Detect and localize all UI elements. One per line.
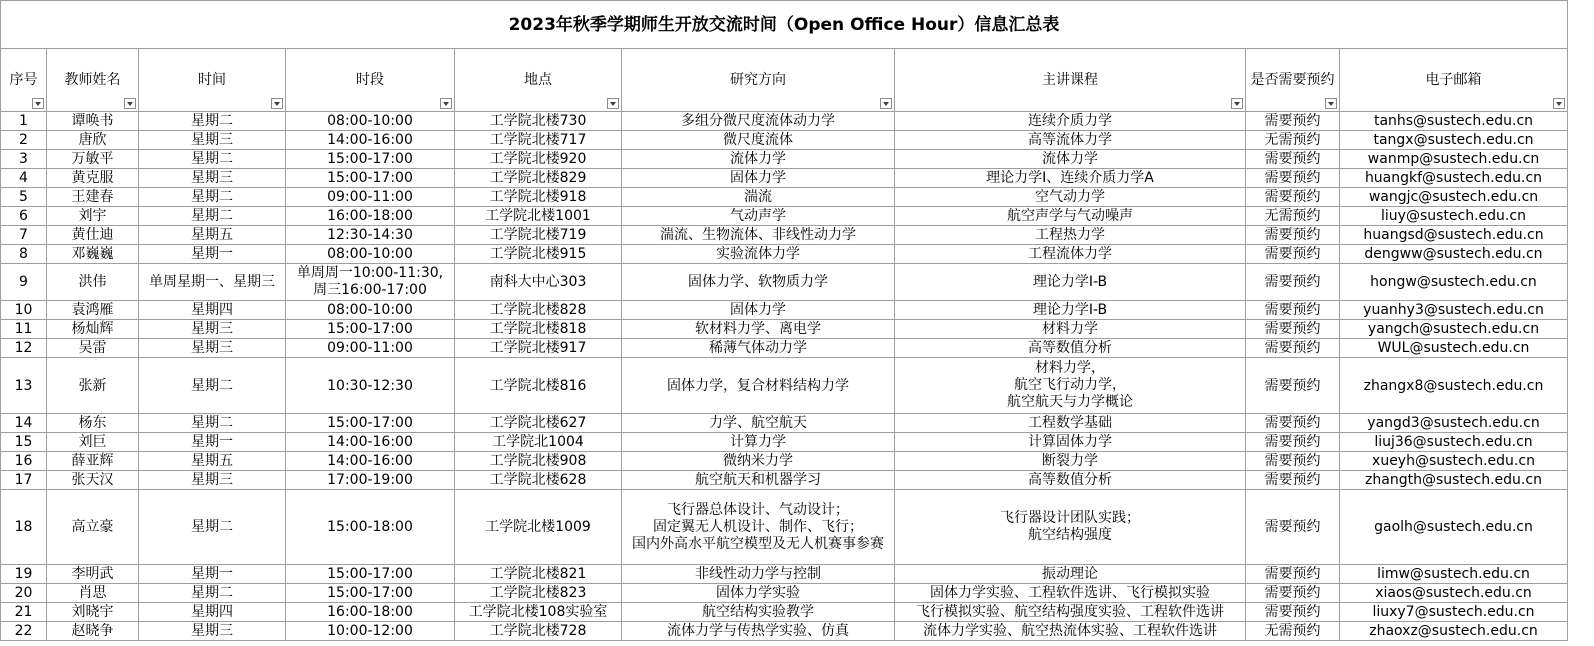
cell-time-slot[interactable]: 15:00-18:00 bbox=[286, 490, 455, 565]
filter-dropdown-icon[interactable] bbox=[440, 98, 452, 109]
cell-day[interactable]: 星期三 bbox=[139, 131, 286, 150]
cell-day[interactable]: 星期五 bbox=[139, 226, 286, 245]
cell-location[interactable]: 工学院北楼728 bbox=[455, 622, 622, 641]
cell-courses[interactable]: 材料力学， 航空飞行动力学， 航空航天与力学概论 bbox=[895, 358, 1246, 414]
cell-research[interactable]: 实验流体力学 bbox=[622, 245, 895, 264]
cell-research[interactable]: 计算力学 bbox=[622, 433, 895, 452]
cell-email[interactable]: tangx@sustech.edu.cn bbox=[1340, 131, 1568, 150]
cell-email[interactable]: zhangx8@sustech.edu.cn bbox=[1340, 358, 1568, 414]
cell-time-slot[interactable]: 15:00-17:00 bbox=[286, 320, 455, 339]
cell-research[interactable]: 微尺度流体 bbox=[622, 131, 895, 150]
header-location bbox=[455, 49, 622, 112]
cell-day[interactable]: 星期二 bbox=[139, 188, 286, 207]
cell-index[interactable]: 13 bbox=[1, 358, 47, 414]
cell-time-slot[interactable]: 14:00-16:00 bbox=[286, 131, 455, 150]
cell-courses[interactable]: 理论力学I-B bbox=[895, 301, 1246, 320]
header-appointment bbox=[1246, 49, 1340, 112]
cell-appointment[interactable]: 需要预约 bbox=[1246, 414, 1340, 433]
cell-appointment[interactable]: 无需预约 bbox=[1246, 207, 1340, 226]
cell-time-slot[interactable]: 单周周一10:00-11:30, 周三16:00-17:00 bbox=[286, 264, 455, 301]
cell-research[interactable]: 非线性动力学与控制 bbox=[622, 565, 895, 584]
cell-appointment[interactable]: 需要预约 bbox=[1246, 358, 1340, 414]
header-teacher bbox=[47, 49, 139, 112]
cell-teacher[interactable]: 高立豪 bbox=[47, 490, 139, 565]
cell-teacher[interactable]: 薛亚辉 bbox=[47, 452, 139, 471]
cell-teacher[interactable]: 谭唤书 bbox=[47, 112, 139, 131]
cell-appointment[interactable]: 需要预约 bbox=[1246, 169, 1340, 188]
cell-location[interactable]: 工学院北楼828 bbox=[455, 301, 622, 320]
cell-research[interactable]: 飞行器总体设计、气动设计； 固定翼无人机设计、制作、飞行； 国内外高水平航空模型及无人机赛事参赛 bbox=[622, 490, 895, 565]
cell-research[interactable]: 航空结构实验教学 bbox=[622, 603, 895, 622]
filter-dropdown-icon[interactable] bbox=[607, 98, 619, 109]
cell-location[interactable]: 工学院北楼628 bbox=[455, 471, 622, 490]
cell-appointment[interactable]: 需要预约 bbox=[1246, 433, 1340, 452]
cell-appointment[interactable]: 需要预约 bbox=[1246, 245, 1340, 264]
cell-day[interactable]: 星期三 bbox=[139, 320, 286, 339]
cell-research[interactable]: 固体力学、软物质力学 bbox=[622, 264, 895, 301]
cell-teacher[interactable]: 肖思 bbox=[47, 584, 139, 603]
cell-appointment[interactable]: 需要预约 bbox=[1246, 150, 1340, 169]
header-time-slot bbox=[286, 49, 455, 112]
cell-day[interactable]: 星期三 bbox=[139, 471, 286, 490]
table-row bbox=[1, 471, 1568, 490]
cell-day[interactable]: 星期二 bbox=[139, 150, 286, 169]
cell-courses[interactable]: 飞行器设计团队实践； 航空结构强度 bbox=[895, 490, 1246, 565]
filter-dropdown-icon[interactable] bbox=[1553, 98, 1565, 109]
cell-appointment[interactable]: 需要预约 bbox=[1246, 603, 1340, 622]
cell-index[interactable]: 4 bbox=[1, 169, 47, 188]
cell-teacher[interactable]: 王建春 bbox=[47, 188, 139, 207]
cell-courses[interactable]: 固体力学实验、工程软件选讲、飞行模拟实验 bbox=[895, 584, 1246, 603]
cell-day[interactable]: 星期三 bbox=[139, 169, 286, 188]
header-label: 是否需要预约 bbox=[1250, 72, 1335, 88]
cell-email[interactable]: yuanhy3@sustech.edu.cn bbox=[1340, 301, 1568, 320]
cell-time-slot[interactable]: 16:00-18:00 bbox=[286, 603, 455, 622]
cell-appointment[interactable]: 需要预约 bbox=[1246, 452, 1340, 471]
cell-email[interactable]: xueyh@sustech.edu.cn bbox=[1340, 452, 1568, 471]
cell-email[interactable]: WUL@sustech.edu.cn bbox=[1340, 339, 1568, 358]
cell-day[interactable]: 星期一 bbox=[139, 565, 286, 584]
table-row bbox=[1, 452, 1568, 471]
header-research bbox=[622, 49, 895, 112]
cell-research[interactable]: 软材料力学、离电学 bbox=[622, 320, 895, 339]
cell-day[interactable]: 星期一 bbox=[139, 245, 286, 264]
cell-day[interactable]: 星期二 bbox=[139, 112, 286, 131]
cell-courses[interactable]: 高等数值分析 bbox=[895, 471, 1246, 490]
cell-time-slot[interactable]: 14:00-16:00 bbox=[286, 433, 455, 452]
cell-courses[interactable]: 空气动力学 bbox=[895, 188, 1246, 207]
cell-courses[interactable]: 材料力学 bbox=[895, 320, 1246, 339]
cell-teacher[interactable]: 杨东 bbox=[47, 414, 139, 433]
cell-index[interactable]: 6 bbox=[1, 207, 47, 226]
cell-research[interactable]: 稀薄气体动力学 bbox=[622, 339, 895, 358]
cell-location[interactable]: 工学院北楼823 bbox=[455, 584, 622, 603]
cell-index[interactable]: 15 bbox=[1, 433, 47, 452]
cell-index[interactable]: 11 bbox=[1, 320, 47, 339]
cell-time-slot[interactable]: 09:00-11:00 bbox=[286, 188, 455, 207]
cell-teacher[interactable]: 吴雷 bbox=[47, 339, 139, 358]
cell-courses[interactable]: 计算固体力学 bbox=[895, 433, 1246, 452]
cell-email[interactable]: limw@sustech.edu.cn bbox=[1340, 565, 1568, 584]
cell-email[interactable]: wangjc@sustech.edu.cn bbox=[1340, 188, 1568, 207]
header-row bbox=[1, 49, 1568, 112]
cell-courses[interactable]: 工程流体力学 bbox=[895, 245, 1246, 264]
table-row bbox=[1, 188, 1568, 207]
cell-teacher[interactable]: 李明武 bbox=[47, 565, 139, 584]
cell-appointment[interactable]: 需要预约 bbox=[1246, 264, 1340, 301]
cell-index[interactable]: 21 bbox=[1, 603, 47, 622]
cell-location[interactable]: 工学院北楼816 bbox=[455, 358, 622, 414]
table-row bbox=[1, 264, 1568, 301]
cell-time-slot[interactable]: 15:00-17:00 bbox=[286, 414, 455, 433]
cell-time-slot[interactable]: 14:00-16:00 bbox=[286, 452, 455, 471]
cell-index[interactable]: 9 bbox=[1, 264, 47, 301]
cell-day[interactable]: 星期一 bbox=[139, 433, 286, 452]
cell-time-slot[interactable]: 08:00-10:00 bbox=[286, 301, 455, 320]
cell-location[interactable]: 工学院北楼918 bbox=[455, 188, 622, 207]
table-body bbox=[1, 112, 1568, 641]
cell-time-slot[interactable]: 08:00-10:00 bbox=[286, 245, 455, 264]
cell-courses[interactable]: 航空声学与气动噪声 bbox=[895, 207, 1246, 226]
cell-time-slot[interactable]: 10:30-12:30 bbox=[286, 358, 455, 414]
cell-research[interactable]: 固体力学，复合材料结构力学 bbox=[622, 358, 895, 414]
cell-appointment[interactable]: 无需预约 bbox=[1246, 131, 1340, 150]
cell-email[interactable]: zhaoxz@sustech.edu.cn bbox=[1340, 622, 1568, 641]
cell-courses[interactable]: 振动理论 bbox=[895, 565, 1246, 584]
cell-index[interactable]: 16 bbox=[1, 452, 47, 471]
header-label: 序号 bbox=[9, 72, 38, 88]
cell-email[interactable]: gaolh@sustech.edu.cn bbox=[1340, 490, 1568, 565]
cell-teacher[interactable]: 张天汉 bbox=[47, 471, 139, 490]
cell-appointment[interactable]: 无需预约 bbox=[1246, 622, 1340, 641]
cell-location[interactable]: 工学院北楼915 bbox=[455, 245, 622, 264]
cell-index[interactable]: 2 bbox=[1, 131, 47, 150]
cell-time-slot[interactable]: 15:00-17:00 bbox=[286, 150, 455, 169]
cell-day[interactable]: 单周星期一、星期三 bbox=[139, 264, 286, 301]
cell-research[interactable]: 航空航天和机器学习 bbox=[622, 471, 895, 490]
cell-appointment[interactable]: 需要预约 bbox=[1246, 471, 1340, 490]
header-label: 时段 bbox=[356, 72, 384, 88]
cell-teacher[interactable]: 袁鸿雁 bbox=[47, 301, 139, 320]
cell-email[interactable]: liuj36@sustech.edu.cn bbox=[1340, 433, 1568, 452]
cell-courses[interactable]: 理论力学I、连续介质力学A bbox=[895, 169, 1246, 188]
cell-email[interactable]: wanmp@sustech.edu.cn bbox=[1340, 150, 1568, 169]
cell-time-slot[interactable]: 12:30-14:30 bbox=[286, 226, 455, 245]
cell-email[interactable]: dengww@sustech.edu.cn bbox=[1340, 245, 1568, 264]
filter-dropdown-icon[interactable] bbox=[124, 98, 136, 109]
cell-time-slot[interactable]: 10:00-12:00 bbox=[286, 622, 455, 641]
cell-email[interactable]: xiaos@sustech.edu.cn bbox=[1340, 584, 1568, 603]
cell-day[interactable]: 星期五 bbox=[139, 452, 286, 471]
cell-teacher[interactable]: 刘巨 bbox=[47, 433, 139, 452]
cell-index[interactable]: 8 bbox=[1, 245, 47, 264]
cell-email[interactable]: yangd3@sustech.edu.cn bbox=[1340, 414, 1568, 433]
cell-day[interactable]: 星期二 bbox=[139, 414, 286, 433]
cell-time-slot[interactable]: 09:00-11:00 bbox=[286, 339, 455, 358]
cell-teacher[interactable]: 刘宇 bbox=[47, 207, 139, 226]
header-index bbox=[1, 49, 47, 112]
cell-time-slot[interactable]: 16:00-18:00 bbox=[286, 207, 455, 226]
cell-teacher[interactable]: 黄仕迪 bbox=[47, 226, 139, 245]
cell-location[interactable]: 工学院北楼1001 bbox=[455, 207, 622, 226]
cell-time-slot[interactable]: 08:00-10:00 bbox=[286, 112, 455, 131]
table-row bbox=[1, 584, 1568, 603]
table-row bbox=[1, 565, 1568, 584]
cell-research[interactable]: 微纳米力学 bbox=[622, 452, 895, 471]
cell-index[interactable]: 22 bbox=[1, 622, 47, 641]
cell-email[interactable]: tanhs@sustech.edu.cn bbox=[1340, 112, 1568, 131]
cell-email[interactable]: yangch@sustech.edu.cn bbox=[1340, 320, 1568, 339]
cell-research[interactable]: 多组分微尺度流体动力学 bbox=[622, 112, 895, 131]
table-row bbox=[1, 622, 1568, 641]
cell-email[interactable]: liuy@sustech.edu.cn bbox=[1340, 207, 1568, 226]
cell-courses[interactable]: 理论力学I-B bbox=[895, 264, 1246, 301]
filter-dropdown-icon[interactable] bbox=[271, 98, 283, 109]
cell-research[interactable]: 固体力学 bbox=[622, 169, 895, 188]
cell-teacher[interactable]: 唐欣 bbox=[47, 131, 139, 150]
table-row bbox=[1, 226, 1568, 245]
cell-location[interactable]: 工学院北楼1009 bbox=[455, 490, 622, 565]
cell-location[interactable]: 工学院北楼818 bbox=[455, 320, 622, 339]
cell-appointment[interactable]: 需要预约 bbox=[1246, 320, 1340, 339]
header-label: 时间 bbox=[198, 72, 226, 88]
header-label: 电子邮箱 bbox=[1425, 72, 1482, 88]
cell-location[interactable]: 工学院北1004 bbox=[455, 433, 622, 452]
cell-location[interactable]: 工学院北楼821 bbox=[455, 565, 622, 584]
header-label: 研究方向 bbox=[730, 72, 786, 88]
cell-index[interactable]: 17 bbox=[1, 471, 47, 490]
cell-appointment[interactable]: 需要预约 bbox=[1246, 490, 1340, 565]
cell-courses[interactable]: 工程热力学 bbox=[895, 226, 1246, 245]
table-row bbox=[1, 112, 1568, 131]
filter-dropdown-icon[interactable] bbox=[880, 98, 892, 109]
table-row bbox=[1, 169, 1568, 188]
cell-email[interactable]: huangsd@sustech.edu.cn bbox=[1340, 226, 1568, 245]
table-row bbox=[1, 245, 1568, 264]
filter-dropdown-icon[interactable] bbox=[32, 98, 44, 109]
cell-research[interactable]: 气动声学 bbox=[622, 207, 895, 226]
table-row bbox=[1, 339, 1568, 358]
cell-time-slot[interactable]: 15:00-17:00 bbox=[286, 169, 455, 188]
cell-appointment[interactable]: 需要预约 bbox=[1246, 565, 1340, 584]
cell-research[interactable]: 力学、航空航天 bbox=[622, 414, 895, 433]
cell-teacher[interactable]: 赵晓争 bbox=[47, 622, 139, 641]
cell-teacher[interactable]: 邓巍巍 bbox=[47, 245, 139, 264]
cell-day[interactable]: 星期四 bbox=[139, 603, 286, 622]
cell-research[interactable]: 湍流、生物流体、非线性动力学 bbox=[622, 226, 895, 245]
cell-time-slot[interactable]: 17:00-19:00 bbox=[286, 471, 455, 490]
table-row bbox=[1, 301, 1568, 320]
cell-location[interactable]: 工学院北楼829 bbox=[455, 169, 622, 188]
table-row bbox=[1, 490, 1568, 565]
cell-location[interactable]: 工学院北楼717 bbox=[455, 131, 622, 150]
cell-courses[interactable]: 高等数值分析 bbox=[895, 339, 1246, 358]
cell-day[interactable]: 星期四 bbox=[139, 301, 286, 320]
table-row bbox=[1, 414, 1568, 433]
cell-day[interactable]: 星期三 bbox=[139, 339, 286, 358]
cell-teacher[interactable]: 张新 bbox=[47, 358, 139, 414]
cell-location[interactable]: 工学院北楼719 bbox=[455, 226, 622, 245]
cell-location[interactable]: 南科大中心303 bbox=[455, 264, 622, 301]
header-day bbox=[139, 49, 286, 112]
table-row bbox=[1, 603, 1568, 622]
cell-appointment[interactable]: 需要预约 bbox=[1246, 188, 1340, 207]
cell-index[interactable]: 19 bbox=[1, 565, 47, 584]
cell-day[interactable]: 星期三 bbox=[139, 622, 286, 641]
cell-courses[interactable]: 断裂力学 bbox=[895, 452, 1246, 471]
cell-research[interactable]: 流体力学与传热学实验、仿真 bbox=[622, 622, 895, 641]
cell-day[interactable]: 星期二 bbox=[139, 490, 286, 565]
cell-courses[interactable]: 流体力学实验、航空热流体实验、工程软件选讲 bbox=[895, 622, 1246, 641]
cell-research[interactable]: 湍流 bbox=[622, 188, 895, 207]
cell-time-slot[interactable]: 15:00-17:00 bbox=[286, 565, 455, 584]
cell-email[interactable]: huangkf@sustech.edu.cn bbox=[1340, 169, 1568, 188]
cell-teacher[interactable]: 洪伟 bbox=[47, 264, 139, 301]
filter-dropdown-icon[interactable] bbox=[1325, 98, 1337, 109]
header-label: 主讲课程 bbox=[1042, 72, 1098, 88]
header-label: 教师姓名 bbox=[64, 72, 121, 88]
table-row bbox=[1, 131, 1568, 150]
cell-teacher[interactable]: 杨灿辉 bbox=[47, 320, 139, 339]
cell-index[interactable]: 14 bbox=[1, 414, 47, 433]
cell-location[interactable]: 工学院北楼920 bbox=[455, 150, 622, 169]
table-row bbox=[1, 207, 1568, 226]
cell-location[interactable]: 工学院北楼908 bbox=[455, 452, 622, 471]
cell-courses[interactable]: 飞行模拟实验、航空结构强度实验、工程软件选讲 bbox=[895, 603, 1246, 622]
cell-index[interactable]: 20 bbox=[1, 584, 47, 603]
table-row bbox=[1, 358, 1568, 414]
cell-appointment[interactable]: 需要预约 bbox=[1246, 112, 1340, 131]
cell-index[interactable]: 10 bbox=[1, 301, 47, 320]
cell-email[interactable]: liuxy7@sustech.edu.cn bbox=[1340, 603, 1568, 622]
cell-email[interactable]: hongw@sustech.edu.cn bbox=[1340, 264, 1568, 301]
table-row bbox=[1, 320, 1568, 339]
cell-research[interactable]: 流体力学 bbox=[622, 150, 895, 169]
cell-index[interactable]: 1 bbox=[1, 112, 47, 131]
header-label: 地点 bbox=[524, 72, 552, 88]
cell-courses[interactable]: 流体力学 bbox=[895, 150, 1246, 169]
cell-email[interactable]: zhangth@sustech.edu.cn bbox=[1340, 471, 1568, 490]
sheet-title: 2023年秋季学期师生开放交流时间（Open Office Hour）信息汇总表 bbox=[1, 1, 1568, 49]
cell-courses[interactable]: 工程数学基础 bbox=[895, 414, 1246, 433]
cell-courses[interactable]: 连续介质力学 bbox=[895, 112, 1246, 131]
cell-appointment[interactable]: 需要预约 bbox=[1246, 301, 1340, 320]
cell-index[interactable]: 5 bbox=[1, 188, 47, 207]
cell-day[interactable]: 星期二 bbox=[139, 584, 286, 603]
cell-time-slot[interactable]: 15:00-17:00 bbox=[286, 584, 455, 603]
header-email bbox=[1340, 49, 1568, 112]
filter-dropdown-icon[interactable] bbox=[1231, 98, 1243, 109]
cell-index[interactable]: 12 bbox=[1, 339, 47, 358]
cell-appointment[interactable]: 需要预约 bbox=[1246, 226, 1340, 245]
cell-day[interactable]: 星期二 bbox=[139, 358, 286, 414]
table-row bbox=[1, 433, 1568, 452]
cell-courses[interactable]: 高等流体力学 bbox=[895, 131, 1246, 150]
cell-appointment[interactable]: 需要预约 bbox=[1246, 584, 1340, 603]
cell-location[interactable]: 工学院北楼108实验室 bbox=[455, 603, 622, 622]
header-courses bbox=[895, 49, 1246, 112]
cell-location[interactable]: 工学院北楼730 bbox=[455, 112, 622, 131]
cell-appointment[interactable]: 需要预约 bbox=[1246, 339, 1340, 358]
cell-index[interactable]: 7 bbox=[1, 226, 47, 245]
cell-day[interactable]: 星期二 bbox=[139, 207, 286, 226]
cell-index[interactable]: 18 bbox=[1, 490, 47, 565]
cell-research[interactable]: 固体力学实验 bbox=[622, 584, 895, 603]
cell-teacher[interactable]: 黄克服 bbox=[47, 169, 139, 188]
cell-teacher[interactable]: 刘晓宇 bbox=[47, 603, 139, 622]
table-row bbox=[1, 150, 1568, 169]
cell-location[interactable]: 工学院北楼917 bbox=[455, 339, 622, 358]
cell-teacher[interactable]: 万敏平 bbox=[47, 150, 139, 169]
cell-research[interactable]: 固体力学 bbox=[622, 301, 895, 320]
cell-index[interactable]: 3 bbox=[1, 150, 47, 169]
cell-location[interactable]: 工学院北楼627 bbox=[455, 414, 622, 433]
